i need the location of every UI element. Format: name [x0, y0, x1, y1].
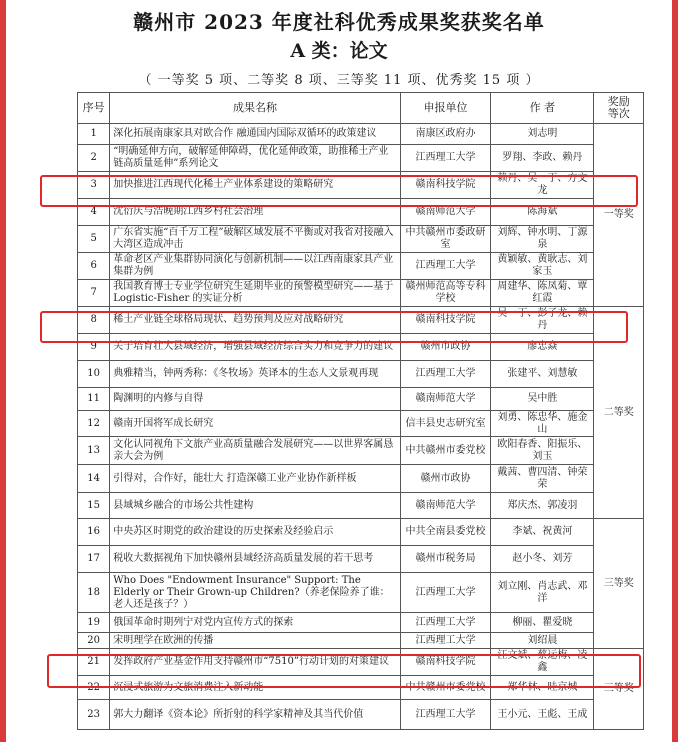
- achievement-name: 俄国革命时期列宁对党内宣传方式的探索: [110, 613, 401, 633]
- authors: 欧阳春香、阳振乐、刘玉: [491, 437, 594, 465]
- award-level: 一等奖: [594, 124, 644, 307]
- table-row: [78, 493, 644, 519]
- table-row: [78, 546, 644, 573]
- table-row: [78, 613, 644, 633]
- highlight-row-8: [40, 311, 628, 343]
- table-row: [78, 280, 644, 307]
- authors: 汪文斌、蔡运梅、凌鑫: [491, 649, 594, 676]
- authors: 罗翔、李政、赖丹: [491, 145, 594, 172]
- authors: 赖丹、吴一丁、方文龙: [491, 172, 594, 199]
- declaring-unit: 江西理工大学: [400, 613, 490, 633]
- authors: 吴中胜: [491, 388, 594, 411]
- declaring-unit: 赣州市政协: [400, 465, 490, 493]
- row-number: 22: [78, 676, 110, 700]
- achievement-name: Who Does "Endowment Insurance" Support: The Elderly or Their Grown-up Children?（养老保险养了谁：老人还是孩子？）: [110, 573, 401, 613]
- authors: 戴茜、曹四清、钟荣荣: [491, 465, 594, 493]
- table-row: [78, 633, 644, 649]
- achievement-name: 沉浸式旅游为文旅消费注入新动能: [110, 676, 401, 700]
- achievement-name: “明确延伸方向，破解延伸障碍，优化延伸政策，助推稀土产业链高质量延伸”系列论文: [110, 145, 401, 172]
- row-number: 21: [78, 649, 110, 676]
- right-page-border: [672, 0, 678, 742]
- achievement-name: 革命老区产业集群协同演化与创新机制——以江西南康家具产业集群为例: [110, 253, 401, 280]
- row-number: 13: [78, 437, 110, 465]
- authors: 周建华、陈凤菊、覃红霞: [491, 280, 594, 307]
- achievement-name: 加快推进江西现代化稀土产业体系建设的策略研究: [110, 172, 401, 199]
- declaring-unit: 赣南科技学院: [400, 649, 490, 676]
- row-number: 19: [78, 613, 110, 633]
- row-number: 11: [78, 388, 110, 411]
- authors: 赵小冬、刘芳: [491, 546, 594, 573]
- declaring-unit: 江西理工大学: [400, 145, 490, 172]
- achievement-name: 关于培育壮大县域经济，增强县域经济综合实力和竞争力的建议: [110, 334, 401, 361]
- header-authors: 作 者: [491, 93, 594, 124]
- row-number: 3: [78, 172, 110, 199]
- row-number: 18: [78, 573, 110, 613]
- declaring-unit: 中共全南县委党校: [400, 519, 490, 546]
- row-number: 17: [78, 546, 110, 573]
- achievement-name: 文化认同视角下文旅产业高质量融合发展研究——以世界客属恳亲大会为例: [110, 437, 401, 465]
- row-number: 7: [78, 280, 110, 307]
- declaring-unit: 赣南师范大学: [400, 199, 490, 226]
- header-org: 申报单位: [400, 93, 490, 124]
- authors: 刘绍晨: [491, 633, 594, 649]
- row-number: 8: [78, 307, 110, 334]
- declaring-unit: 信丰县史志研究室: [400, 411, 490, 437]
- declaring-unit: 赣南科技学院: [400, 172, 490, 199]
- authors: 王小元、王彪、王成: [491, 700, 594, 730]
- authors: 张建平、刘慧敏: [491, 361, 594, 388]
- declaring-unit: 江西理工大学: [400, 253, 490, 280]
- table-row: [78, 573, 644, 613]
- declaring-unit: 南康区政府办: [400, 124, 490, 145]
- achievement-name: 广东省实施“百千万工程”破解区域发展不平衡或对我省对接融入大湾区造成冲击: [110, 226, 401, 253]
- table-row: [78, 465, 644, 493]
- authors: 刘勇、陈忠华、施金山: [491, 411, 594, 437]
- declaring-unit: 中共赣州市委党校: [400, 676, 490, 700]
- table-row: [78, 361, 644, 388]
- authors: 黄颖敏、黄耿志、刘家玉: [491, 253, 594, 280]
- row-number: 1: [78, 124, 110, 145]
- row-number: 15: [78, 493, 110, 519]
- table-row: [78, 411, 644, 437]
- table-row: [78, 226, 644, 253]
- award-level: 三等奖: [594, 649, 644, 730]
- declaring-unit: 赣南师范大学: [400, 388, 490, 411]
- highlight-row-3: [40, 175, 638, 207]
- achievement-name: 我国教育博士专业学位研究生延期毕业的预警模型研究——基于 Logistic-Fisher 的实证分析: [110, 280, 401, 307]
- authors: 陈海斌: [491, 199, 594, 226]
- declaring-unit: 赣州市税务局: [400, 546, 490, 573]
- row-number: 6: [78, 253, 110, 280]
- table-header-row: [78, 93, 644, 124]
- declaring-unit: 江西理工大学: [400, 700, 490, 730]
- award-level: 三等奖: [594, 519, 644, 649]
- authors: 柳丽、瞿爱晓: [491, 613, 594, 633]
- declaring-unit: 赣南师范大学: [400, 493, 490, 519]
- achievement-name: 宋明理学在欧洲的传播: [110, 633, 401, 649]
- declaring-unit: 江西理工大学: [400, 573, 490, 613]
- table-row: [78, 700, 644, 730]
- highlight-row-21: [47, 654, 641, 688]
- table-row: [78, 124, 644, 145]
- table-row: [78, 388, 644, 411]
- declaring-unit: 江西理工大学: [400, 633, 490, 649]
- row-number: 14: [78, 465, 110, 493]
- authors: 刘志明: [491, 124, 594, 145]
- achievement-name: 发挥政府产业基金作用支持赣州市“7510”行动计划的对策建议: [110, 649, 401, 676]
- award-level: 二等奖: [594, 307, 644, 519]
- row-number: 4: [78, 199, 110, 226]
- declaring-unit: 赣州市政协: [400, 334, 490, 361]
- table-row: [78, 437, 644, 465]
- page-subtitle: A 类：论文: [290, 40, 388, 62]
- achievement-name: 中央苏区时期党的政治建设的历史探索及经验启示: [110, 519, 401, 546]
- declaring-unit: 中共赣州市委政研室: [400, 226, 490, 253]
- authors: 郑华林、眭京城: [491, 676, 594, 700]
- achievement-name: 郭大力翻译《资本论》所折射的科学家精神及其当代价值: [110, 700, 401, 730]
- header-no: 序号: [78, 93, 110, 124]
- achievement-name: 稀土产业链全球格局现状、趋势预判及应对战略研究: [110, 307, 401, 334]
- declaring-unit: 江西理工大学: [400, 361, 490, 388]
- declaring-unit: 赣州师范高等专科学校: [400, 280, 490, 307]
- achievement-name: 深化拓展南康家具对欧合作 融通国内国际双循环的政策建议: [110, 124, 401, 145]
- row-number: 9: [78, 334, 110, 361]
- achievement-name: 典雅精当，钟两秀称：《冬牧场》英译本的生态人文景观再现: [110, 361, 401, 388]
- authors: 吴一丁、彭子龙、赖丹: [491, 307, 594, 334]
- authors: 刘立刚、肖志武、邓洋: [491, 573, 594, 613]
- authors: 廖忠焱: [491, 334, 594, 361]
- achievement-name: 陶渊明的内修与自得: [110, 388, 401, 411]
- row-number: 2: [78, 145, 110, 172]
- declaring-unit: 赣南科技学院: [400, 307, 490, 334]
- row-number: 12: [78, 411, 110, 437]
- declaring-unit: 中共赣州市委党校: [400, 437, 490, 465]
- table-row: [78, 519, 644, 546]
- page-title: 赣州市 2023 年度社科优秀成果奖获奖名单: [133, 10, 545, 34]
- row-number: 23: [78, 700, 110, 730]
- header-name: 成果名称: [110, 93, 401, 124]
- achievement-name: 县域城乡融合的市场公共性建构: [110, 493, 401, 519]
- row-number: 5: [78, 226, 110, 253]
- achievement-name: 沈衍庆与浩晚期江西乡村社会治理: [110, 199, 401, 226]
- row-number: 16: [78, 519, 110, 546]
- table-row: [78, 253, 644, 280]
- award-counts: （ 一等奖 5 项、二等奖 8 项、三等奖 11 项、优秀奖 15 项 ）: [138, 73, 540, 88]
- left-page-border: [0, 0, 6, 742]
- table-row: [78, 145, 644, 172]
- row-number: 20: [78, 633, 110, 649]
- achievement-name: 税收大数据视角下加快赣州县域经济高质量发展的若干思考: [110, 546, 401, 573]
- achievement-name: 赣南开国将军成长研究: [110, 411, 401, 437]
- authors: 李斌、祝黄河: [491, 519, 594, 546]
- authors: 刘辉、钟水明、丁源泉: [491, 226, 594, 253]
- row-number: 10: [78, 361, 110, 388]
- authors: 郑庆杰、郭凌羽: [491, 493, 594, 519]
- header-level: 奖励 等次: [594, 93, 644, 124]
- achievement-name: 引得对，合作好，能壮大 打造深赣工业产业协作新样板: [110, 465, 401, 493]
